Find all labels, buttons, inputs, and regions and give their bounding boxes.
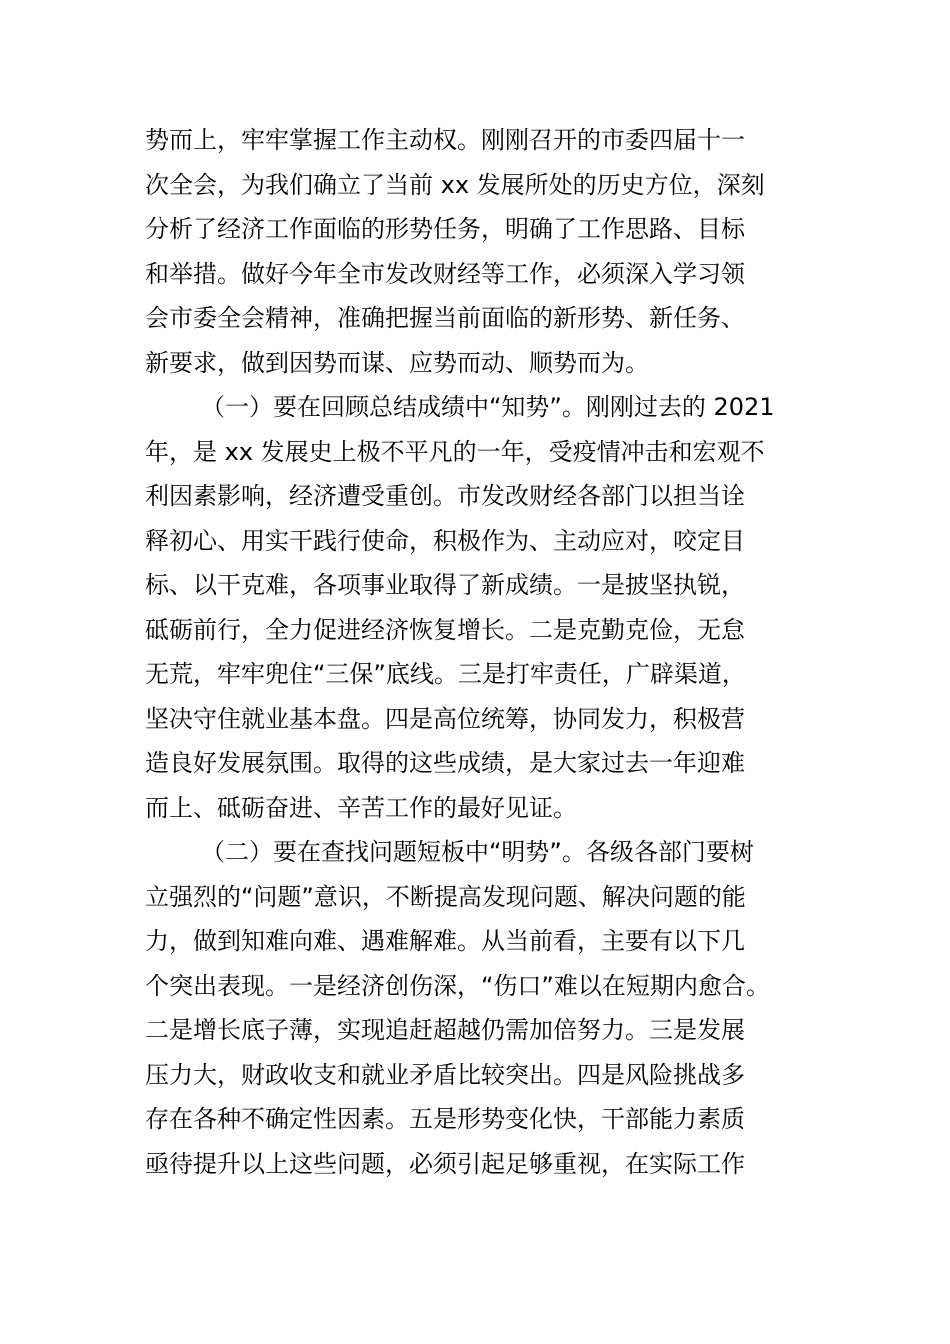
text-line: 压力大，财政收支和就业矛盾比较突出。四是风险挑战多	[145, 1060, 745, 1089]
text-line: 无荒，牢牢兜住“三保”底线。三是打牢责任，广辟渠道，	[145, 660, 746, 688]
document-body	[145, 118, 810, 1186]
paragraph-first-line: （二）要在查找问题短板中“明势”。各级各部门要树	[201, 838, 754, 866]
text-line: 利因素影响，经济遭受重创。市发改财经各部门以担当诠	[145, 482, 745, 510]
text-line: 造良好发展氛围。取得的这些成绩，是大家过去一年迎难	[145, 749, 745, 777]
text-line: 存在各种不确定性因素。五是形势变化快，干部能力素质	[145, 1105, 745, 1133]
text-line: 新要求，做到因势而谋、应势而动、顺势而为。	[145, 348, 649, 377]
text-line: 坚决守住就业基本盘。四是高位统筹，协同发力，积极营	[145, 704, 745, 733]
text-line: 会市委全会精神，准确把握当前面临的新形势、新任务、	[145, 304, 745, 332]
text-line: 砥砺前行，全力促进经济恢复增长。二是克勤克俭，无怠	[145, 615, 745, 644]
text-line: 亟待提升以上这些问题，必须引起足够重视，在实际工作	[145, 1149, 745, 1178]
text-line: 二是增长底子薄，实现追赶超越仍需加倍努力。三是发展	[145, 1016, 745, 1044]
text-line: 立强烈的“问题”意识，不断提高发现问题、解决问题的能	[145, 882, 746, 911]
text-line: 而上、砥砺奋进、辛苦工作的最好见证。	[145, 793, 577, 822]
text-line: 年，是 xx 发展史上极不平凡的一年，受疫情冲击和宏观不	[145, 437, 765, 466]
paragraph-first-line: （一）要在回顾总结成绩中“知势”。刚刚过去的 2021	[201, 393, 775, 421]
text-line: 力，做到知难向难、遇难解难。从当前看，主要有以下几	[145, 927, 745, 955]
text-line: 分析了经济工作面临的形势任务，明确了工作思路、目标	[145, 215, 745, 243]
text-line: 次全会，为我们确立了当前 xx 发展所处的历史方位，深刻	[145, 170, 765, 199]
text-line: 势而上，牢牢掌握工作主动权。刚刚召开的市委四届十一	[145, 126, 745, 154]
text-line: 标、以干克难，各项事业取得了新成绩。一是披坚执锐，	[145, 571, 745, 599]
text-line: 个突出表现。一是经济创伤深，“伤口”难以在短期内愈合。	[145, 971, 770, 1000]
text-line: 释初心、用实干践行使命，积极作为、主动应对，咬定目	[145, 526, 745, 555]
text-line: 和举措。做好今年全市发改财经等工作，必须深入学习领	[145, 259, 745, 288]
